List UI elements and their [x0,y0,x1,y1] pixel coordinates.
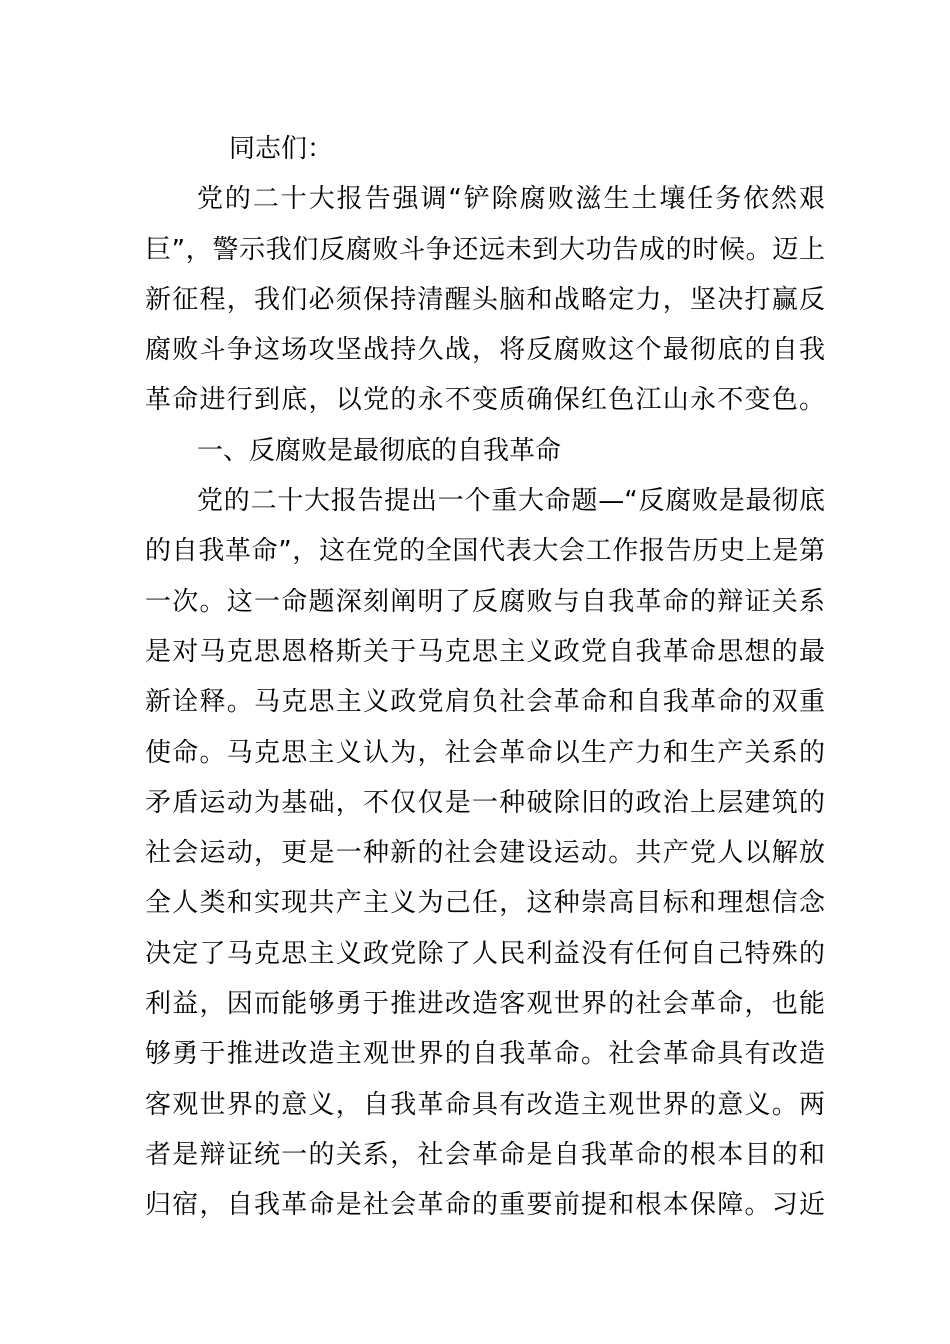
section-line: 党的二十大报告提出一个重大命题—“反腐败是最彻底 [197,486,825,517]
intro-line: 新征程，我们必须保持清醒头脑和战略定力，坚决打赢反 [145,284,825,315]
document-body [145,124,825,1231]
section-line: 一次。这一命题深刻阐明了反腐败与自我革命的辩证关系 [145,586,825,617]
section-line: 归宿，自我革命是社会革命的重要前提和根本保障。习近 [145,1190,825,1221]
section-line: 者是辩证统一的关系，社会革命是自我革命的根本目的和 [145,1139,825,1170]
intro-line: 腐败斗争这场攻坚战持久战，将反腐败这个最彻底的自我 [145,335,825,366]
section-line: 新诠释。马克思主义政党肩负社会革命和自我革命的双重 [145,687,825,718]
section-line: 客观世界的意义，自我革命具有改造主观世界的意义。两 [145,1089,825,1120]
section-line: 决定了马克思主义政党除了人民利益没有任何自己特殊的 [145,938,825,969]
section-line: 社会运动，更是一种新的社会建设运动。共产党人以解放 [145,838,825,869]
section-line: 全人类和实现共产主义为己任，这种崇高目标和理想信念 [145,888,825,919]
section-heading: 一、反腐败是最彻底的自我革命 [197,435,562,466]
section-line: 利益，因而能够勇于推进改造客观世界的社会革命，也能 [145,989,825,1020]
section-line: 使命。马克思主义认为，社会革命以生产力和生产关系的 [145,737,825,768]
section-line: 是对马克思恩格斯关于马克思主义政党自我革命思想的最 [145,636,825,667]
intro-line: 党的二十大报告强调“铲除腐败滋生土壤任务依然艰 [197,184,825,215]
section-line: 的自我革命”，这在党的全国代表大会工作报告历史上是第 [145,536,825,567]
intro-line: 革命进行到底，以党的永不变质确保红色江山永不变色。 [145,385,825,416]
section-line: 够勇于推进改造主观世界的自我革命。社会革命具有改造 [145,1039,825,1070]
intro-line: 巨”，警示我们反腐败斗争还远未到大功告成的时候。迈上 [145,234,825,265]
salutation: 同志们： [229,134,334,164]
section-line: 矛盾运动为基础，不仅仅是一种破除旧的政治上层建筑的 [145,787,825,818]
